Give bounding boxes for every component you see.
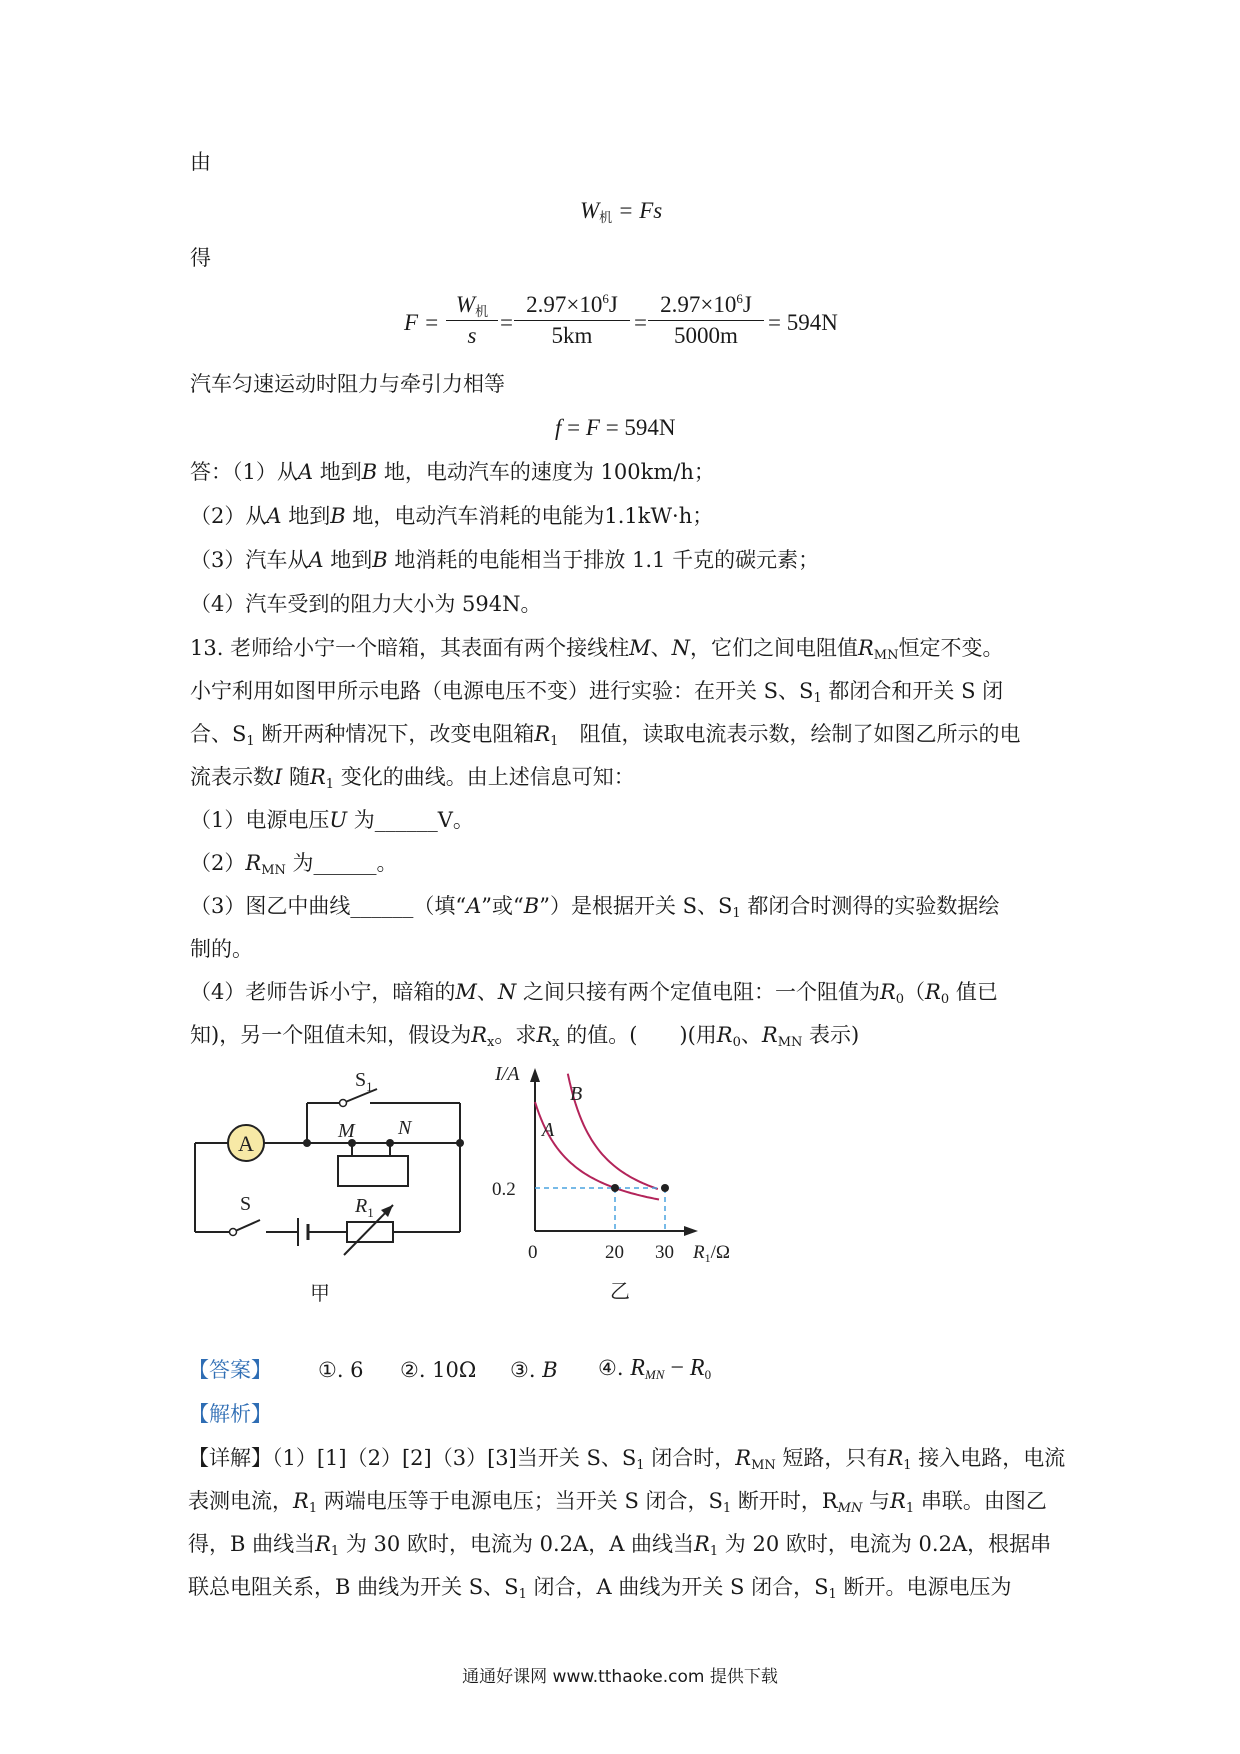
answer-line-3: （3）汽车从A 地到B 地消耗的电能相当于排放 1.1 千克的碳元素； — [190, 548, 820, 572]
y-axis-label: I/A — [495, 1063, 520, 1085]
detail-line-4: 联总电阻关系，B 曲线为开关 S、$S_1$ 闭合，A 曲线为开关 S 闭合，$S_1$ 断开。电源电压为 — [188, 1575, 1012, 1602]
x-axis-label: $R_1/\Omega$ — [693, 1242, 731, 1265]
curve-b-label: B — [570, 1083, 583, 1105]
q13-part-2: $(2)R_{MN}$ 为______。 — [190, 851, 398, 878]
answer-4: ④. $R_{MN} - R_0$ — [598, 1355, 712, 1382]
current-resistance-graph — [490, 1058, 770, 1308]
q13-line-3: 合、$S_1$ 断开两种情况下，改变电阻箱$R_1$ 阻值，读取电流表示数，绘制了如图乙所示的电 — [190, 722, 1021, 749]
terminal-m-label: M — [338, 1120, 355, 1142]
q13-line-4: 流表示数I 随$R_1$ 变化的曲线。由上述信息可知： — [190, 765, 635, 792]
equation-friction: f = F = 594N — [555, 415, 676, 440]
detail-line-2: 表测电流，$R_1$ 两端电压等于电源电压；当开关 S 闭合，$S_1$ 断开时，$R_{MN}$ 与$R_1$ 串联。由图乙 — [188, 1489, 1047, 1516]
x-tick-20: 20 — [605, 1242, 624, 1263]
x-tick-30: 30 — [655, 1242, 674, 1263]
analysis-label: 【解析】 — [188, 1402, 272, 1426]
point-b-30 — [661, 1184, 669, 1192]
caption-jia: 甲 — [310, 1281, 330, 1305]
q13-part-4-cont: 知)，另一个阻值未知，假设为$R_x$。求$R_x$ 的值。( )(用$R_0$、$R_{MN}$ 表示) — [190, 1023, 860, 1050]
q13-part-3-cont: 制的。 — [190, 937, 253, 961]
answer-1: ①. 6 — [318, 1358, 364, 1382]
caption-yi: 乙 — [610, 1279, 630, 1303]
circuit-diagram — [180, 1060, 480, 1310]
switch-s-label: S — [240, 1193, 252, 1215]
switch-s1-label: $S_1$ — [355, 1069, 373, 1094]
text-you: 由 — [190, 150, 211, 174]
detail-line-1: 【详解】（1）[1]（2）[2]（3）[3]当开关 S、$S_1$ 闭合时，$R_{MN}$ 短路，只有$R_1$ 接入电路，电流 — [188, 1446, 1066, 1473]
answer-line-4: （4）汽车受到的阻力大小为 594N。 — [190, 592, 542, 616]
q13-part-4: （4）老师告诉小宁，暗箱的M、N 之间只接有两个定值电阻：一个阻值为$R_0(R_0$ 值已 — [190, 980, 998, 1007]
q13-part-1: （1）电源电压U 为______V。 — [190, 808, 474, 832]
resistor-r1-label: $R_1$ — [355, 1195, 374, 1220]
text-resistance-equal: 汽车匀速运动时阻力与牵引力相等 — [190, 372, 505, 396]
y-tick-0-2: 0.2 — [492, 1179, 516, 1200]
answer-2: ②. 10Ω — [400, 1358, 477, 1382]
q13-line-2: 小宁利用如图甲所示电路（电源电压不变）进行实验：在开关 S、$S_1$ 都闭合和开关 S 闭 — [190, 679, 1004, 706]
answer-line-2: （2）从A 地到B 地，电动汽车消耗的电能为1.1kW·h； — [190, 504, 714, 528]
point-a-20 — [611, 1184, 619, 1192]
detail-line-3: 得，B 曲线当$R_1$ 为 30 欧时，电流为 0.2A，A 曲线当$R_1$ 为 20 欧时，电流为 0.2A，根据串 — [188, 1532, 1052, 1559]
origin-label: 0 — [528, 1242, 538, 1263]
q13-part-3: （3）图乙中曲线______（填“A”或“B”）是根据开关 S、$S_1$ 都闭合时测得的实验数据绘 — [190, 894, 1000, 921]
q13-line-1: 13. 老师给小宁一个暗箱，其表面有两个接线柱M、N，它们之间电阻值$R_{MN}$恒定不变。 — [190, 636, 1004, 663]
ammeter-label: A — [238, 1131, 254, 1156]
answer-line-1: 答：（1）从A 地到B 地，电动汽车的速度为 100km/h； — [190, 460, 715, 484]
equation-work: $W_机 = Fs$ — [580, 198, 663, 225]
footer-watermark: 通通好课网 www.tthaoke.com 提供下载 — [462, 1667, 778, 1687]
text-de: 得 — [190, 246, 211, 270]
curve-a-label: A — [542, 1119, 555, 1141]
answer-3: ③. B — [510, 1358, 558, 1382]
curve-a — [535, 1102, 659, 1200]
answer-label: 【答案】 — [188, 1358, 272, 1382]
terminal-n-label: N — [398, 1117, 412, 1139]
